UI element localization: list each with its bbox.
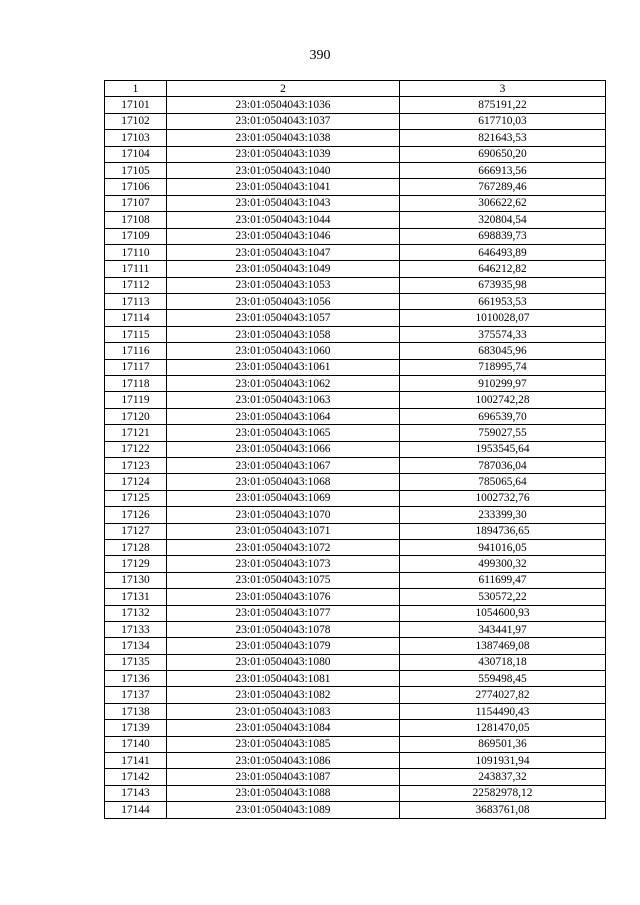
row-number-cell: 17125	[105, 490, 167, 506]
cadastral-value-table	[104, 80, 606, 819]
row-number-cell: 17108	[105, 212, 167, 228]
row-number-cell: 17141	[105, 753, 167, 769]
table-row	[105, 736, 606, 752]
row-number-cell: 17133	[105, 621, 167, 637]
row-number-cell: 17139	[105, 720, 167, 736]
cadastral-number-cell: 23:01:0504043:1087	[167, 769, 400, 785]
cadastral-number-cell: 23:01:0504043:1086	[167, 753, 400, 769]
value-cell: 320804,54	[400, 212, 606, 228]
value-cell: 617710,03	[400, 113, 606, 129]
row-number-cell: 17126	[105, 507, 167, 523]
table-row	[105, 671, 606, 687]
row-number-cell: 17121	[105, 425, 167, 441]
row-number-cell: 17119	[105, 392, 167, 408]
value-cell: 1281470,05	[400, 720, 606, 736]
table-row	[105, 572, 606, 588]
row-number-cell: 17127	[105, 523, 167, 539]
table-row	[105, 638, 606, 654]
table-row	[105, 376, 606, 392]
value-cell: 243837,32	[400, 769, 606, 785]
value-cell: 821643,53	[400, 130, 606, 146]
table-row	[105, 326, 606, 342]
row-number-cell: 17140	[105, 736, 167, 752]
value-cell: 787036,04	[400, 457, 606, 473]
table-row	[105, 621, 606, 637]
table-row	[105, 113, 606, 129]
value-cell: 1154490,43	[400, 703, 606, 719]
row-number-cell: 17120	[105, 408, 167, 424]
table-row	[105, 261, 606, 277]
value-cell: 869501,36	[400, 736, 606, 752]
table-row	[105, 556, 606, 572]
row-number-cell: 17109	[105, 228, 167, 244]
cadastral-number-cell: 23:01:0504043:1043	[167, 195, 400, 211]
cadastral-number-cell: 23:01:0504043:1075	[167, 572, 400, 588]
row-number-cell: 17137	[105, 687, 167, 703]
value-cell: 767289,46	[400, 179, 606, 195]
table-row	[105, 753, 606, 769]
cadastral-number-cell: 23:01:0504043:1037	[167, 113, 400, 129]
table-row	[105, 507, 606, 523]
table-row	[105, 687, 606, 703]
value-cell: 1894736,65	[400, 523, 606, 539]
row-number-cell: 17142	[105, 769, 167, 785]
value-cell: 785065,64	[400, 474, 606, 490]
value-cell: 661953,53	[400, 294, 606, 310]
value-cell: 690650,20	[400, 146, 606, 162]
value-cell: 683045,96	[400, 343, 606, 359]
table-row	[105, 457, 606, 473]
table-row	[105, 523, 606, 539]
table-row	[105, 474, 606, 490]
value-cell: 22582978,12	[400, 785, 606, 801]
row-number-cell: 17136	[105, 671, 167, 687]
value-cell: 233399,30	[400, 507, 606, 523]
row-number-cell: 17144	[105, 802, 167, 818]
cadastral-number-cell: 23:01:0504043:1061	[167, 359, 400, 375]
cadastral-number-cell: 23:01:0504043:1046	[167, 228, 400, 244]
cadastral-number-cell: 23:01:0504043:1080	[167, 654, 400, 670]
table-row	[105, 146, 606, 162]
cadastral-number-cell: 23:01:0504043:1071	[167, 523, 400, 539]
row-number-cell: 17135	[105, 654, 167, 670]
table-row	[105, 654, 606, 670]
cadastral-number-cell: 23:01:0504043:1079	[167, 638, 400, 654]
row-number-cell: 17122	[105, 441, 167, 457]
cadastral-number-cell: 23:01:0504043:1078	[167, 621, 400, 637]
cadastral-number-cell: 23:01:0504043:1068	[167, 474, 400, 490]
table-row	[105, 97, 606, 113]
row-number-cell: 17101	[105, 97, 167, 113]
cadastral-number-cell: 23:01:0504043:1067	[167, 457, 400, 473]
value-cell: 875191,22	[400, 97, 606, 113]
table-row	[105, 277, 606, 293]
table-row	[105, 294, 606, 310]
value-cell: 646212,82	[400, 261, 606, 277]
row-number-cell: 17123	[105, 457, 167, 473]
row-number-cell: 17105	[105, 162, 167, 178]
value-cell: 1387469,08	[400, 638, 606, 654]
row-number-cell: 17131	[105, 589, 167, 605]
row-number-cell: 17115	[105, 326, 167, 342]
table-row	[105, 539, 606, 555]
value-cell: 1002742,28	[400, 392, 606, 408]
value-cell: 2774027,82	[400, 687, 606, 703]
row-number-cell: 17117	[105, 359, 167, 375]
cadastral-number-cell: 23:01:0504043:1083	[167, 703, 400, 719]
row-number-cell: 17106	[105, 179, 167, 195]
cadastral-number-cell: 23:01:0504043:1062	[167, 376, 400, 392]
value-cell: 698839,73	[400, 228, 606, 244]
cadastral-number-cell: 23:01:0504043:1069	[167, 490, 400, 506]
cadastral-number-cell: 23:01:0504043:1085	[167, 736, 400, 752]
cadastral-number-cell: 23:01:0504043:1036	[167, 97, 400, 113]
cadastral-number-cell: 23:01:0504043:1038	[167, 130, 400, 146]
table-row	[105, 244, 606, 260]
row-number-cell: 17128	[105, 539, 167, 555]
table-row	[105, 589, 606, 605]
cadastral-number-cell: 23:01:0504043:1073	[167, 556, 400, 572]
value-cell: 611699,47	[400, 572, 606, 588]
column-header-3: 3	[400, 81, 606, 97]
row-number-cell: 17134	[105, 638, 167, 654]
cadastral-number-cell: 23:01:0504043:1065	[167, 425, 400, 441]
cadastral-number-cell: 23:01:0504043:1044	[167, 212, 400, 228]
row-number-cell: 17130	[105, 572, 167, 588]
row-number-cell: 17143	[105, 785, 167, 801]
value-cell: 696539,70	[400, 408, 606, 424]
value-cell: 375574,33	[400, 326, 606, 342]
row-number-cell: 17124	[105, 474, 167, 490]
cadastral-number-cell: 23:01:0504043:1039	[167, 146, 400, 162]
value-cell: 430718,18	[400, 654, 606, 670]
table-row	[105, 703, 606, 719]
row-number-cell: 17118	[105, 376, 167, 392]
cadastral-number-cell: 23:01:0504043:1088	[167, 785, 400, 801]
value-cell: 499300,32	[400, 556, 606, 572]
table-row	[105, 130, 606, 146]
value-cell: 1002732,76	[400, 490, 606, 506]
row-number-cell: 17111	[105, 261, 167, 277]
cadastral-number-cell: 23:01:0504043:1066	[167, 441, 400, 457]
cadastral-number-cell: 23:01:0504043:1070	[167, 507, 400, 523]
value-cell: 530572,22	[400, 589, 606, 605]
cadastral-number-cell: 23:01:0504043:1057	[167, 310, 400, 326]
row-number-cell: 17116	[105, 343, 167, 359]
value-cell: 673935,98	[400, 277, 606, 293]
value-cell: 343441,97	[400, 621, 606, 637]
row-number-cell: 17103	[105, 130, 167, 146]
cadastral-number-cell: 23:01:0504043:1041	[167, 179, 400, 195]
cadastral-number-cell: 23:01:0504043:1072	[167, 539, 400, 555]
value-cell: 646493,89	[400, 244, 606, 260]
row-number-cell: 17110	[105, 244, 167, 260]
table-row	[105, 720, 606, 736]
table-row	[105, 343, 606, 359]
value-cell: 1010028,07	[400, 310, 606, 326]
cadastral-number-cell: 23:01:0504043:1063	[167, 392, 400, 408]
row-number-cell: 17132	[105, 605, 167, 621]
value-cell: 910299,97	[400, 376, 606, 392]
row-number-cell: 17102	[105, 113, 167, 129]
row-number-cell: 17112	[105, 277, 167, 293]
cadastral-number-cell: 23:01:0504043:1081	[167, 671, 400, 687]
table-row	[105, 802, 606, 818]
column-header-2: 2	[167, 81, 400, 97]
table-row	[105, 605, 606, 621]
value-cell: 3683761,08	[400, 802, 606, 818]
row-number-cell: 17138	[105, 703, 167, 719]
table-row	[105, 490, 606, 506]
value-cell: 941016,05	[400, 539, 606, 555]
cadastral-number-cell: 23:01:0504043:1077	[167, 605, 400, 621]
cadastral-number-cell: 23:01:0504043:1056	[167, 294, 400, 310]
cadastral-number-cell: 23:01:0504043:1064	[167, 408, 400, 424]
row-number-cell: 17129	[105, 556, 167, 572]
table-row	[105, 310, 606, 326]
cadastral-number-cell: 23:01:0504043:1049	[167, 261, 400, 277]
value-cell: 1091931,94	[400, 753, 606, 769]
value-cell: 759027,55	[400, 425, 606, 441]
row-number-cell: 17114	[105, 310, 167, 326]
cadastral-number-cell: 23:01:0504043:1047	[167, 244, 400, 260]
table-row	[105, 162, 606, 178]
table-header-row	[105, 81, 606, 97]
cadastral-number-cell: 23:01:0504043:1076	[167, 589, 400, 605]
table-row	[105, 769, 606, 785]
row-number-cell: 17113	[105, 294, 167, 310]
value-cell: 306622,62	[400, 195, 606, 211]
cadastral-number-cell: 23:01:0504043:1040	[167, 162, 400, 178]
row-number-cell: 17107	[105, 195, 167, 211]
cadastral-number-cell: 23:01:0504043:1053	[167, 277, 400, 293]
table-row	[105, 441, 606, 457]
value-cell: 1953545,64	[400, 441, 606, 457]
table-row	[105, 179, 606, 195]
table-row	[105, 408, 606, 424]
table-row	[105, 228, 606, 244]
value-cell: 666913,56	[400, 162, 606, 178]
table-row	[105, 359, 606, 375]
value-cell: 718995,74	[400, 359, 606, 375]
cadastral-number-cell: 23:01:0504043:1058	[167, 326, 400, 342]
value-cell: 1054600,93	[400, 605, 606, 621]
table-row	[105, 425, 606, 441]
cadastral-number-cell: 23:01:0504043:1084	[167, 720, 400, 736]
table-row	[105, 785, 606, 801]
table-row	[105, 195, 606, 211]
column-header-1: 1	[105, 81, 167, 97]
table-row	[105, 212, 606, 228]
table-row	[105, 392, 606, 408]
cadastral-number-cell: 23:01:0504043:1060	[167, 343, 400, 359]
cadastral-number-cell: 23:01:0504043:1089	[167, 802, 400, 818]
value-cell: 559498,45	[400, 671, 606, 687]
row-number-cell: 17104	[105, 146, 167, 162]
page-number: 390	[309, 48, 331, 63]
cadastral-number-cell: 23:01:0504043:1082	[167, 687, 400, 703]
table-body	[105, 97, 606, 818]
